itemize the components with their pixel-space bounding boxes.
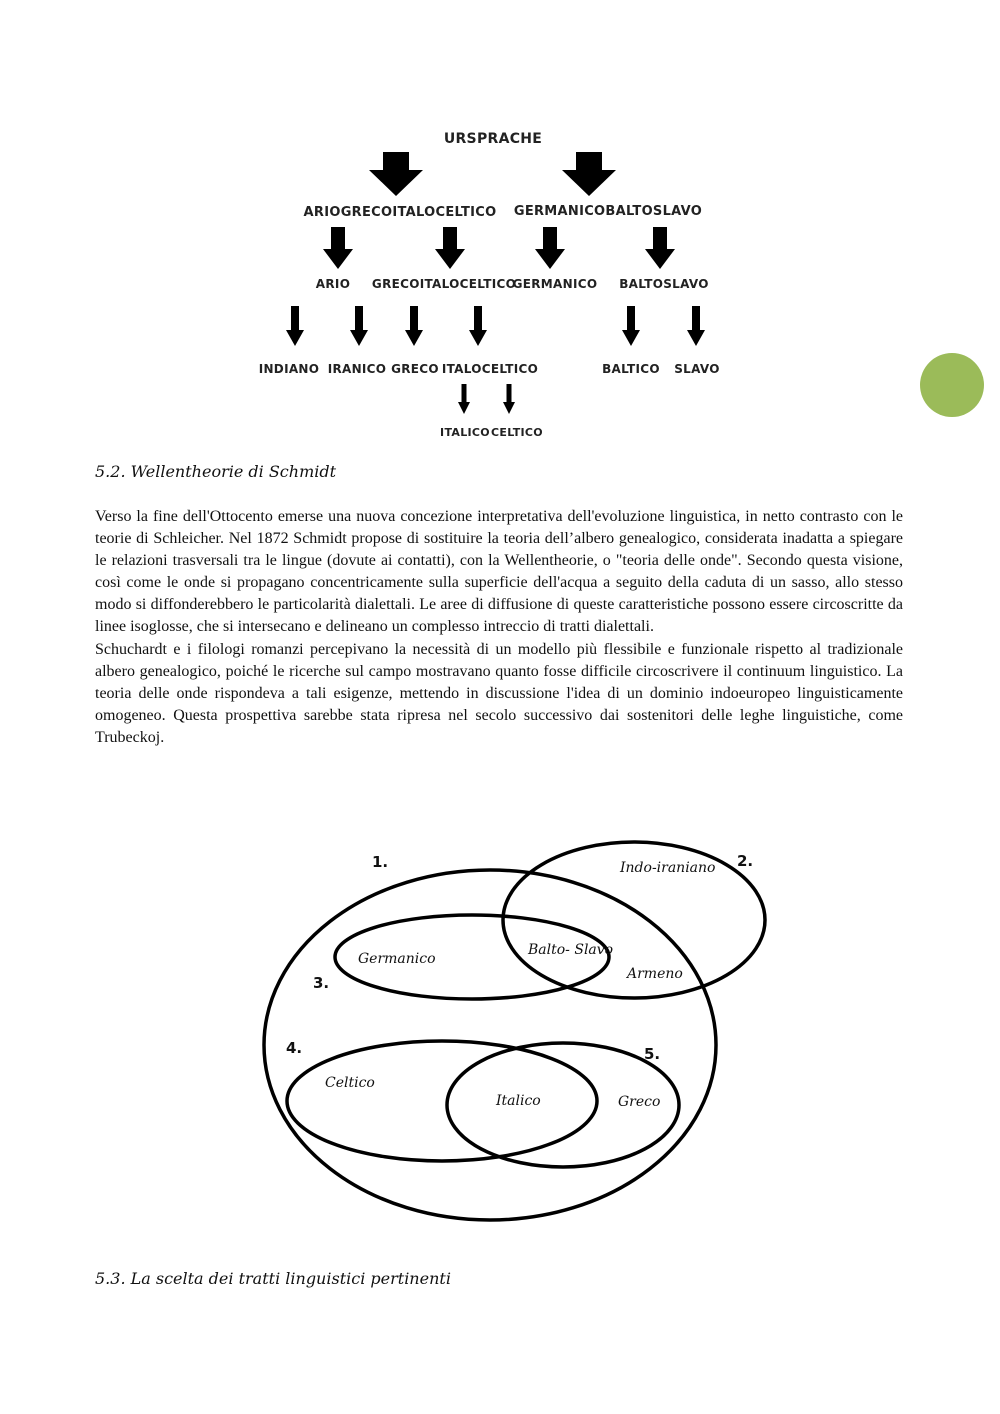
arrow-down-icon — [435, 227, 465, 269]
language-label: Germanico — [358, 951, 436, 967]
family-tree-diagram — [0, 120, 1000, 450]
tree-root-label: URSPRACHE — [443, 131, 543, 147]
arrow-down-icon — [405, 306, 423, 346]
arrow-down-icon — [369, 152, 423, 196]
paragraph: Schuchardt e i filologi romanzi percepivano la necessità di un modello più flessibile e funzionale rispetto al tradizionale albero genealogico, poiché le ricerche sul campo mostravano quanto fosse difficile circoscrivere il continuum linguistico. La teoria delle onde rispondeva a tali esigenze, mettendo in discussione l'idea di un dominio indoeuropeo linguisticamente omogeneo. Questa prospettiva sarebbe stata ripresa nel secolo successivo dai sostenitori delle leghe linguistiche, come Trubeckoj. — [95, 640, 903, 746]
tree-level2-label: GERMANICO — [512, 277, 598, 291]
arrow-down-icon — [350, 306, 368, 346]
tree-level3-label: BALTICO — [602, 362, 660, 376]
tree-level1-label: GERMANICOBALTOSLAVO — [513, 204, 703, 219]
wave-circle-4 — [287, 1041, 597, 1161]
arrow-down-icon — [469, 306, 487, 346]
tree-level3-label: INDIANO — [258, 362, 320, 376]
tree-level4-label: ITALICO — [440, 426, 490, 439]
paragraph: Verso la fine dell'Ottocento emerse una nuova concezione interpretativa dell'evoluzione linguistica, in netto contrasto con le teorie di Schleicher. Nel 1872 Schmidt propose di sostituire la teoria dell’albero genealogico, considerata inadatta a spiegare le relazioni trasversali tra le lingue (dovute ai contatti), con la Wellentheorie, o "teoria delle onde". Secondo questa visione, così come le onde si propagano concentricamente sulla superficie dell'acqua a seguito della caduta di un sasso, allo stesso modo si diffonderebbero le particolarità dialettali. Le aree di diffusione di queste caratteristiche possono essere circoscritte da linee isoglosse, che si intersecano e delineano un complesso intreccio di tratti dialettali. — [95, 508, 903, 636]
tree-level3-label: SLAVO — [674, 362, 720, 376]
language-label: Celtico — [325, 1075, 375, 1091]
wave-number-label: 4. — [286, 1039, 303, 1057]
wave-number-label: 2. — [737, 852, 754, 870]
wave-number-label: 1. — [372, 853, 389, 871]
language-label: Italico — [496, 1093, 541, 1109]
wave-number-label: 5. — [644, 1045, 661, 1063]
section-heading: 5.2. Wellentheorie di Schmidt — [95, 462, 337, 481]
wave-theory-diagram — [0, 835, 1000, 1235]
tree-level2-label: ARIO — [315, 277, 351, 291]
arrow-down-icon — [503, 384, 515, 414]
tree-level1-label: ARIOGRECOITALOCELTICO — [303, 205, 497, 220]
arrow-down-icon — [622, 306, 640, 346]
tree-level4-label: CELTICO — [491, 426, 543, 439]
language-label: Indo-iraniano — [620, 860, 716, 876]
arrow-down-icon — [562, 152, 616, 196]
language-label: Armeno — [627, 966, 683, 982]
section-heading: 5.3. La scelta dei tratti linguistici pertinenti — [95, 1269, 451, 1288]
arrow-down-icon — [535, 227, 565, 269]
language-label: Balto- Slavo — [528, 942, 614, 958]
tree-level3-label: ITALOCELTICO — [441, 362, 539, 376]
arrow-down-icon — [458, 384, 470, 414]
tree-level3-label: IRANICO — [327, 362, 387, 376]
arrow-down-icon — [323, 227, 353, 269]
tree-level3-label: GRECO — [391, 362, 439, 376]
language-label: Greco — [618, 1094, 661, 1110]
tree-level2-label: BALTOSLAVO — [619, 277, 709, 291]
arrow-down-icon — [687, 306, 705, 346]
arrow-down-icon — [286, 306, 304, 346]
wave-number-label: 3. — [313, 974, 330, 992]
section-body — [95, 506, 903, 749]
tree-level2-label: GRECOITALOCELTICO — [371, 277, 517, 291]
arrow-down-icon — [645, 227, 675, 269]
